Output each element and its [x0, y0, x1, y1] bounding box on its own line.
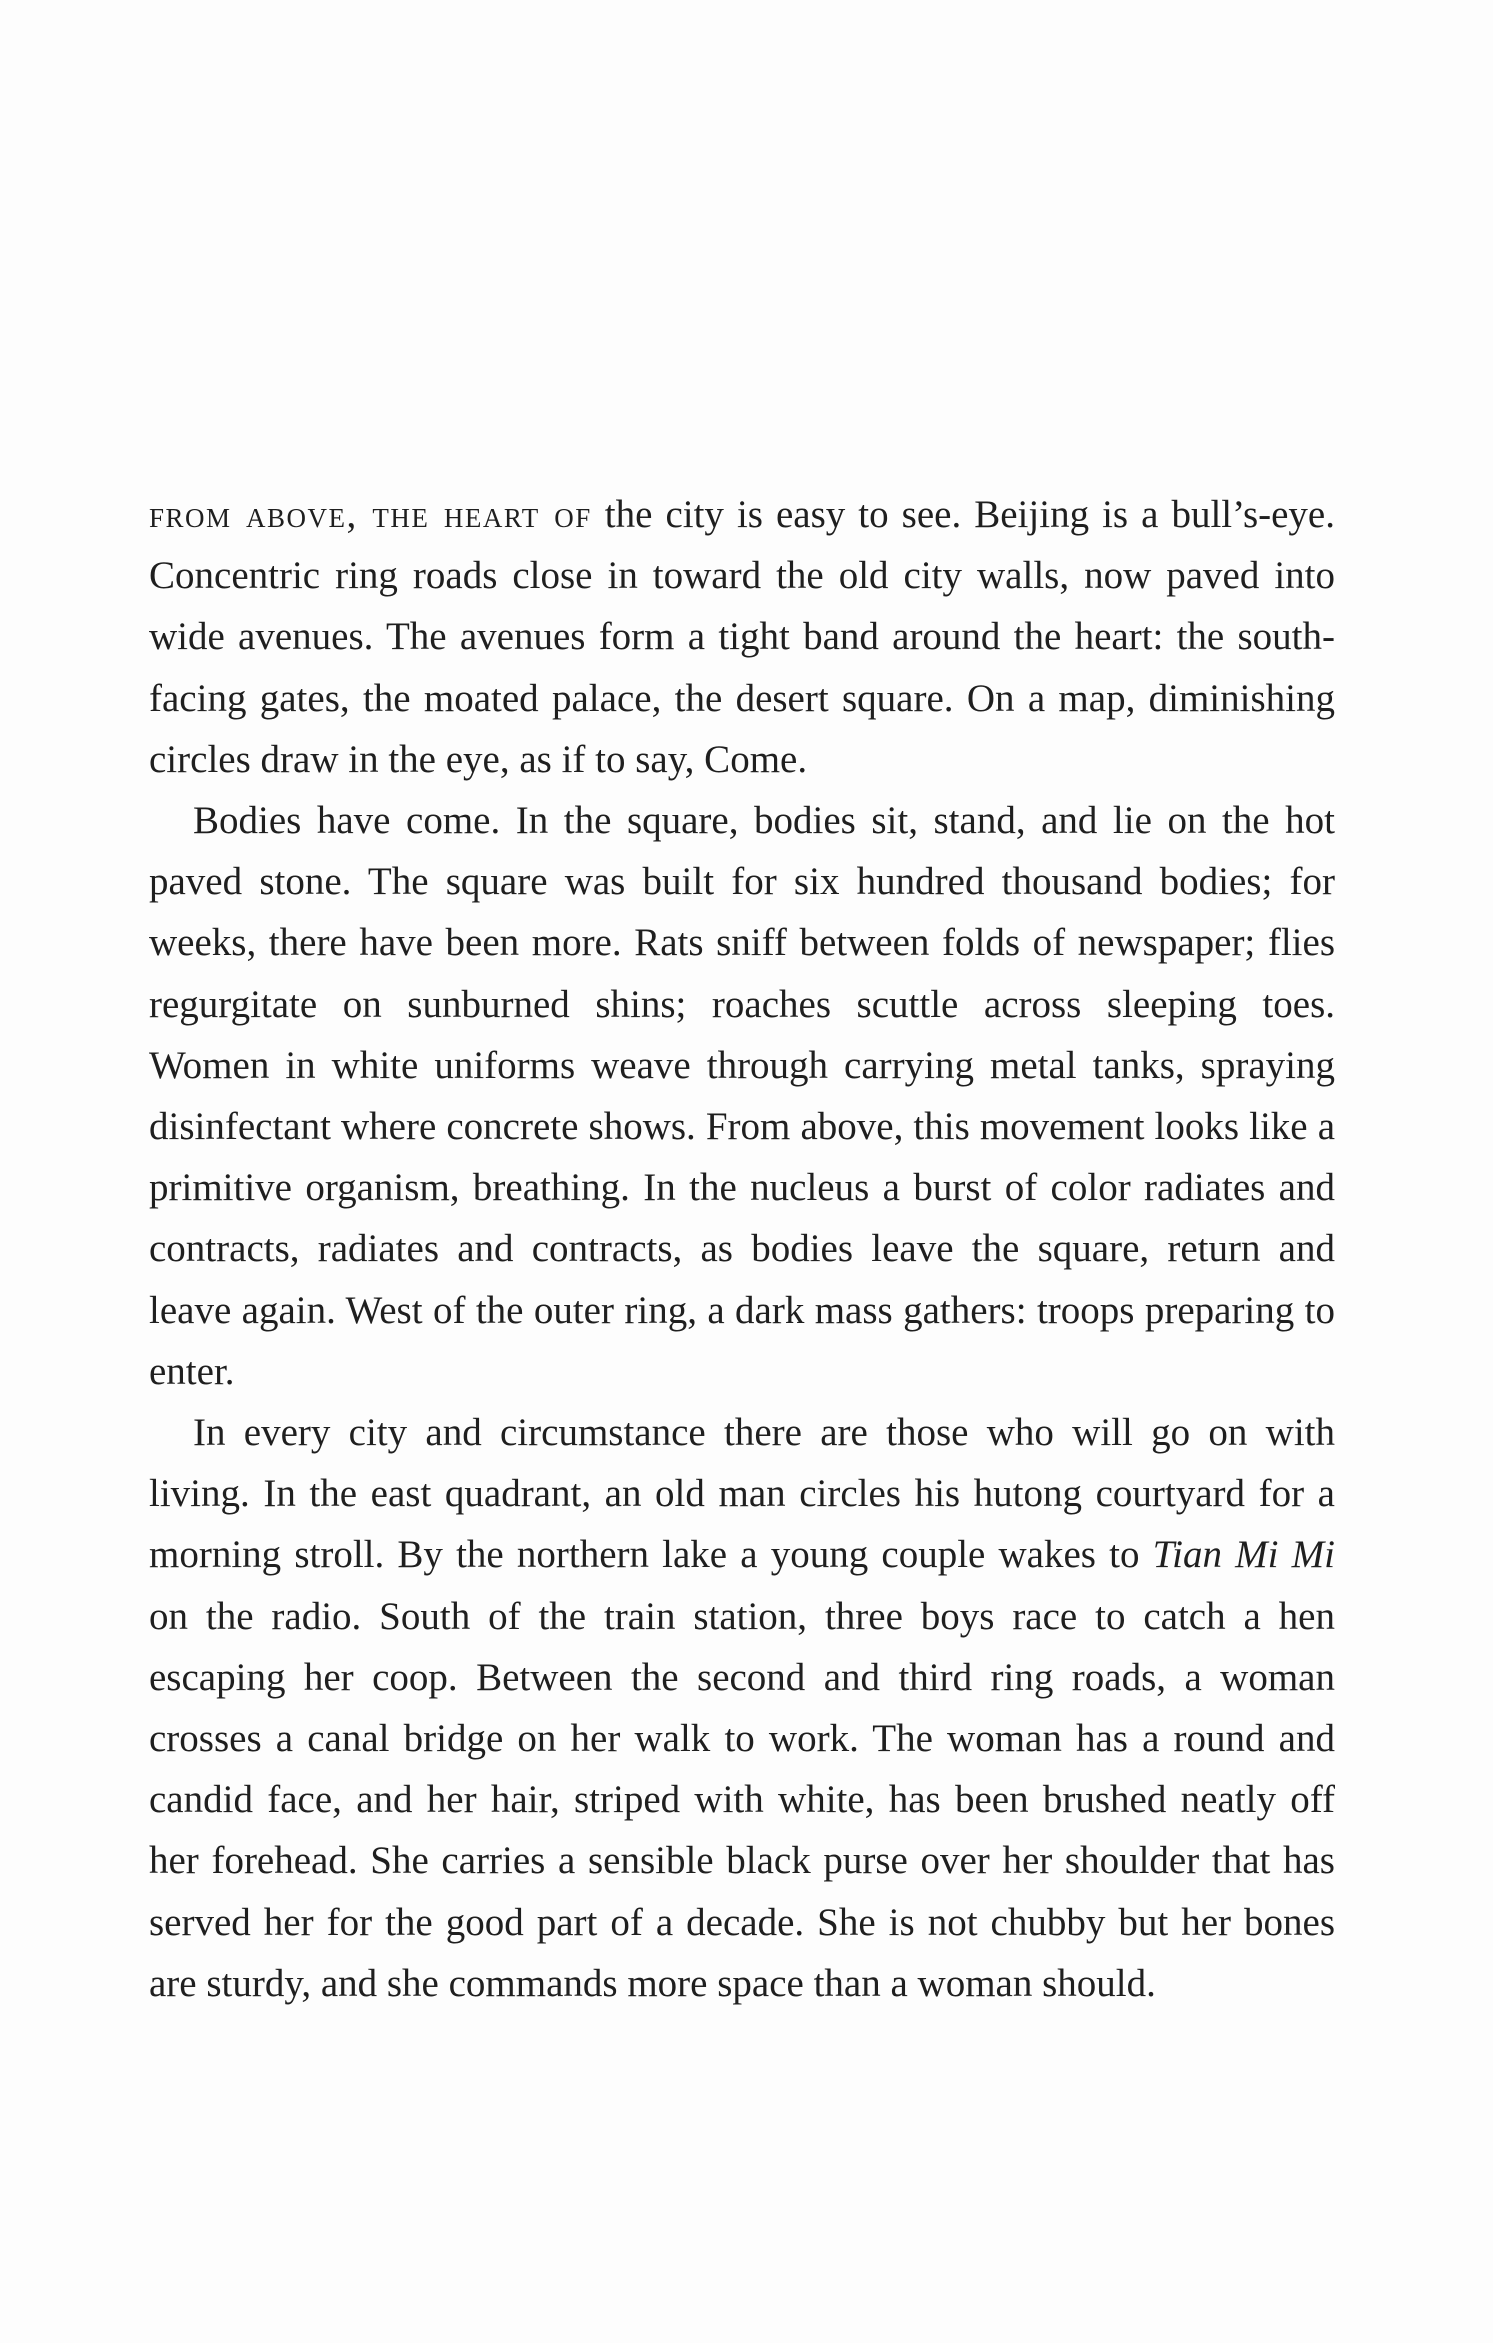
body-text [149, 484, 1335, 2014]
small-caps-lead-in: from above, the heart of [149, 493, 592, 536]
paragraph-1 [149, 484, 1335, 790]
paragraph-2 [149, 790, 1335, 1402]
paragraph-3 [149, 1402, 1335, 2014]
paragraph-3-text-before: In every city and circumstance there are those who will go on with living. In the east quadrant, an old man circles his hutong courtyard for a morning stroll. By the northern lake a young couple wakes to [149, 1411, 1335, 1577]
paragraph-1-text: the city is easy to see. Beijing is a bull’s-eye. Concentric ring roads close in toward the old city walls, now paved into wide avenues. The avenues form a tight band around the heart: the south-facing gates, the moated palace, the desert square. On a map, diminishing circles draw in the eye, as if to say, Come. [149, 493, 1335, 781]
paragraph-2-text: Bodies have come. In the square, bodies sit, stand, and lie on the hot paved stone. The square was built for six hundred thousand bodies; for weeks, there have been more. Rats sniff between folds of newspaper; flies regurgitate on sunburned shins; roaches scuttle across sleeping toes. Women in white uniforms weave through carrying metal tanks, spraying disinfectant where concrete shows. From above, this movement looks like a primitive organism, breathing. In the nucleus a burst of color radiates and contracts, radiates and contracts, as bodies leave the square, return and leave again. West of the outer ring, a dark mass gathers: troops preparing to enter. [149, 799, 1335, 1393]
song-title: Tian Mi Mi [1152, 1533, 1335, 1577]
paragraph-3-text-after: on the radio. South of the train station, three boys race to catch a hen escaping her coop. Between the second and third ring roads, a woman crosses a canal bridge on her walk to work. The woman has a round and candid face, and her hair, striped with white, has been brushed neatly off her forehead. She carries a sensible black purse over her shoulder that has served her for the good part of a decade. She is not chubby but her bones are sturdy, and she commands more space than a woman should. [149, 1594, 1335, 2005]
